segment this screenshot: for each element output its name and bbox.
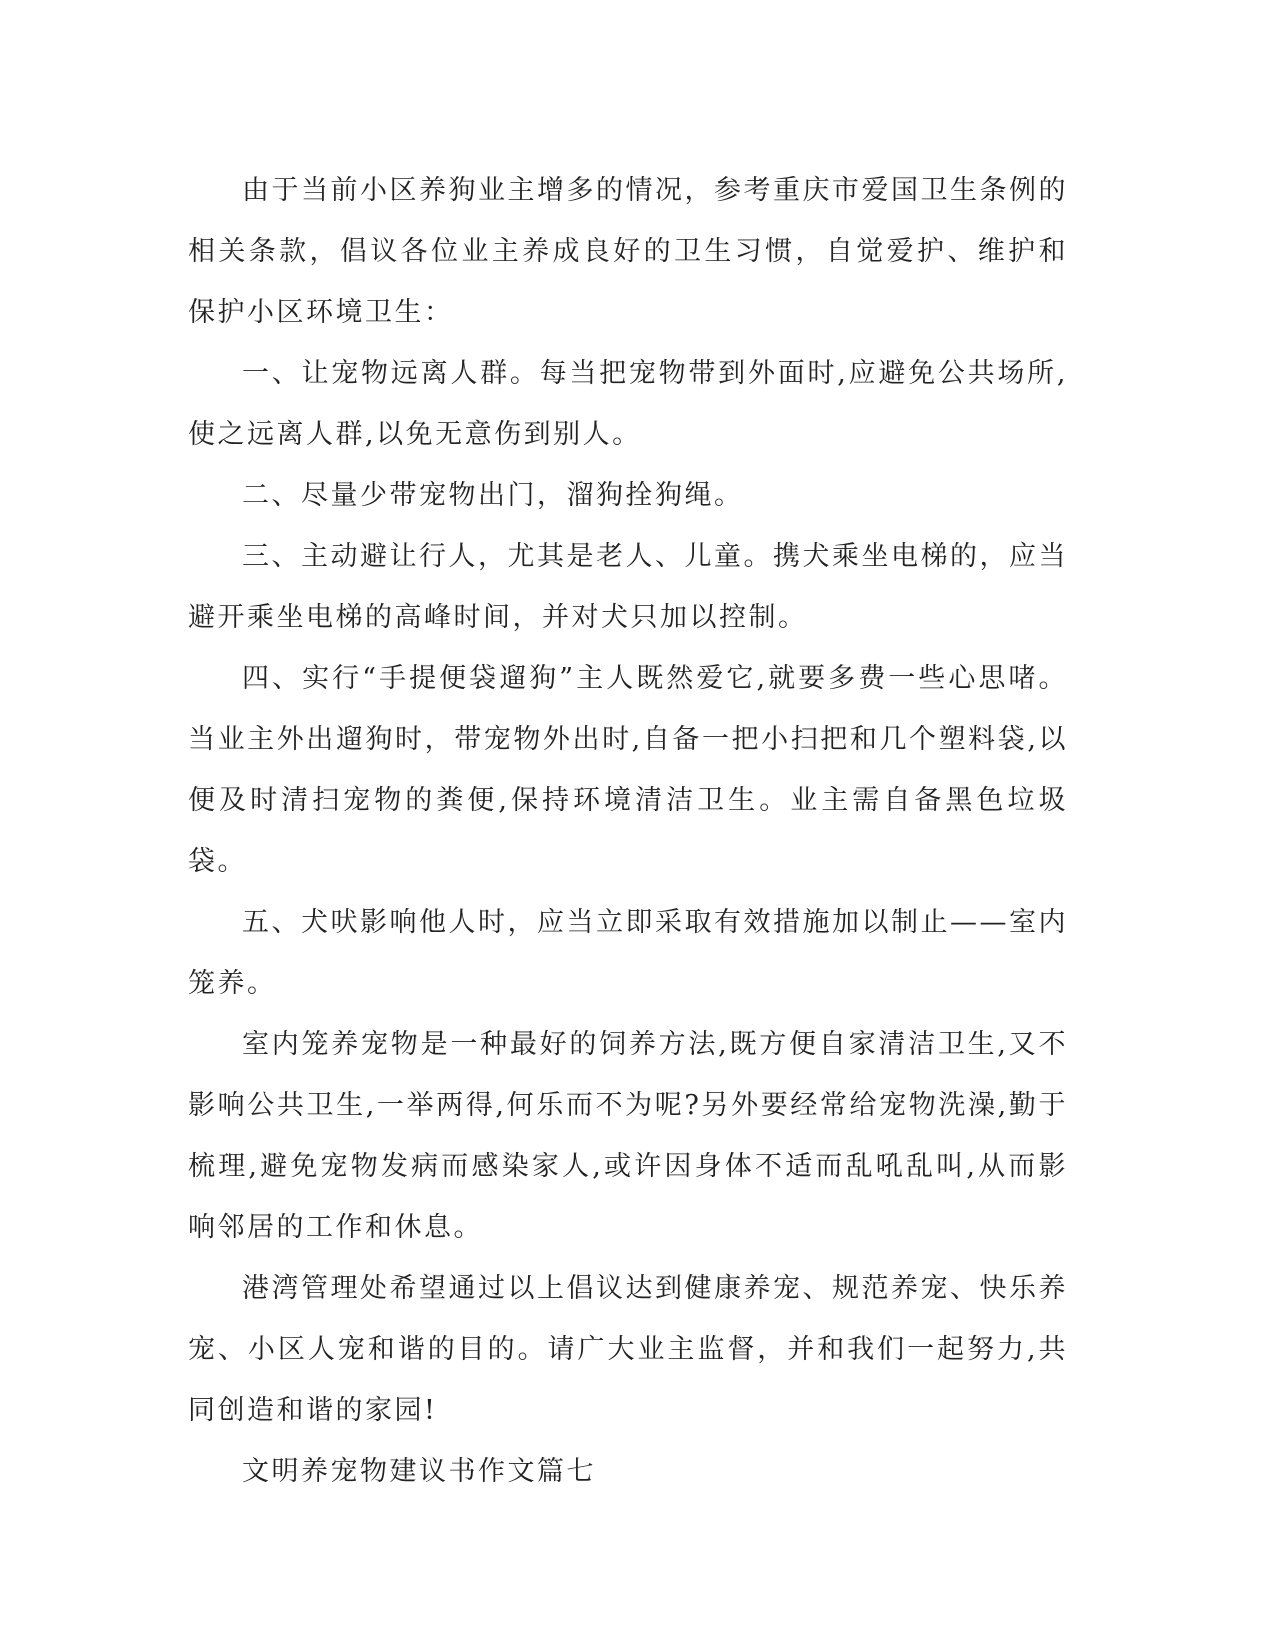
next-section-title: 文明养宠物建议书作文篇七 — [242, 1456, 596, 1487]
item-three-paragraph: 三、主动避让行人，尤其是老人、儿童。携犬乘坐电梯的，应当避开乘坐电梯的高峰时间，并对犬只加以控制。 — [188, 541, 1068, 633]
document-body — [188, 160, 1068, 1502]
item-one-paragraph: 一、让宠物远离人群。每当把宠物带到外面时,应避免公共场所,使之远离人群,以免无意伤到别人。 — [188, 358, 1068, 450]
item-five-paragraph: 五、犬吠影响他人时，应当立即采取有效措施加以制止——室内笼养。 — [188, 907, 1068, 999]
item-two-paragraph: 二、尽量少带宠物出门，溜狗拴狗绳。 — [242, 480, 744, 511]
intro-paragraph: 由于当前小区养狗业主增多的情况，参考重庆市爱国卫生条例的相关条款，倡议各位业主养成良好的卫生习惯，自觉爱护、维护和保护小区环境卫生： — [188, 175, 1068, 328]
cage-raising-paragraph: 室内笼养宠物是一种最好的饲养方法,既方便自家清洁卫生,又不影响公共卫生,一举两得,何乐而不为呢?另外要经常给宠物洗澡,勤于梳理,避免宠物发病而感染家人,或许因身体不适而乱吼乱叫,从而影响邻居的工作和休息。 — [188, 1029, 1068, 1243]
item-four-paragraph: 四、实行“手提便袋遛狗”主人既然爱它,就要多费一些心思啫。当业主外出遛狗时，带宠物外出时,自备一把小扫把和几个塑料袋,以便及时清扫宠物的粪便,保持环境清洁卫生。业主需自备黑色垃圾袋。 — [188, 663, 1068, 877]
closing-paragraph: 港湾管理处希望通过以上倡议达到健康养宠、规范养宠、快乐养宠、小区人宠和谐的目的。请广大业主监督，并和我们一起努力,共同创造和谐的家园! — [188, 1273, 1068, 1426]
